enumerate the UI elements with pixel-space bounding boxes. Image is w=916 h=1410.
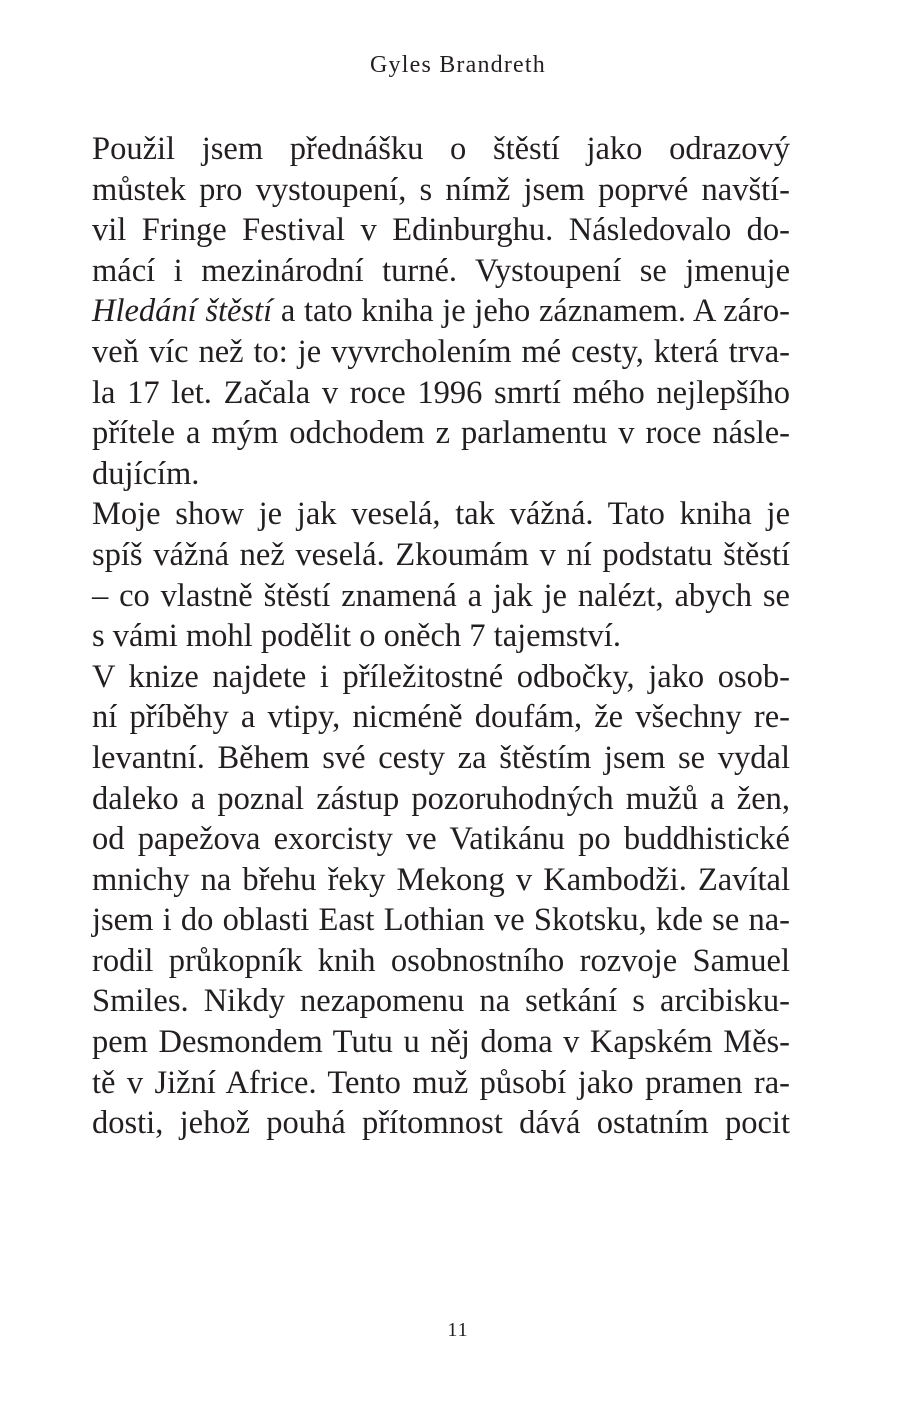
text-line-rest: a tato kniha je jeho záznamem. A záro-: [280, 293, 791, 330]
text-line: V knize najdete i příležitostné odbočky, jako osob-: [92, 658, 790, 695]
text-line: od papežova exorcisty ve Vatikánu po buddhistické: [92, 821, 790, 858]
body-text: [92, 129, 790, 1144]
text-line: tě v Jižní Africe. Tento muž působí jako pramen ra-: [92, 1064, 790, 1101]
text-line: mácí i mezinárodní turné. Vystoupení se jmenuje: [92, 252, 790, 289]
text-line: Smiles. Nikdy nezapomenu na setkání s arcibisku-: [92, 983, 790, 1020]
text-line: přítele a mým odchodem z parlamentu v roce násle-: [92, 415, 790, 452]
text-line: la 17 let. Začala v roce 1996 smrtí mého nejlepšího: [92, 374, 790, 411]
text-line: pem Desmondem Tutu u něj doma v Kapském Měs-: [92, 1024, 790, 1061]
text-line: Moje show je jak veselá, tak vážná. Tato kniha je: [92, 496, 790, 533]
text-line: veň víc než to: je vyvrcholením mé cesty, která trva-: [92, 333, 790, 370]
text-line: daleko a poznal zástup pozoruhodných mužů a žen,: [92, 780, 790, 817]
text-line: vil Fringe Festival v Edinburghu. Následovalo do-: [92, 212, 790, 249]
text-line: levantní. Během své cesty za štěstím jsem se vydal: [92, 739, 790, 776]
text-line: dosti, jehož pouhá přítomnost dává ostatním pocit: [92, 1105, 790, 1142]
text-line: spíš vážná než veselá. Zkoumám v ní podstatu štěstí: [92, 536, 790, 573]
text-line: Použil jsem přednášku o štěstí jako odrazový: [92, 131, 790, 167]
text-line: rodil průkopník knih osobnostního rozvoje Samuel: [92, 942, 790, 979]
text-line-with-title: [92, 291, 790, 332]
text-line: ní příběhy a vtipy, nicméně doufám, že všechny re-: [92, 699, 790, 736]
text-line: dujícím.: [92, 455, 200, 492]
running-head-author: Gyles Brandreth: [370, 52, 546, 78]
text-line: – co vlastně štěstí znamená a jak je nalézt, abych se: [92, 577, 790, 614]
page-number: 11: [447, 1319, 469, 1341]
text-line: můstek pro vystoupení, s nímž jsem poprvé navští-: [92, 171, 790, 208]
text-line: s vámi mohl podělit o oněch 7 tajemství.: [92, 618, 621, 655]
text-line: mnichy na břehu řeky Mekong v Kambodži. Zavítal: [92, 861, 790, 898]
text-line: jsem i do oblasti East Lothian ve Skotsku, kde se na-: [92, 902, 790, 939]
book-title-italic: Hledání štěstí: [92, 293, 273, 330]
